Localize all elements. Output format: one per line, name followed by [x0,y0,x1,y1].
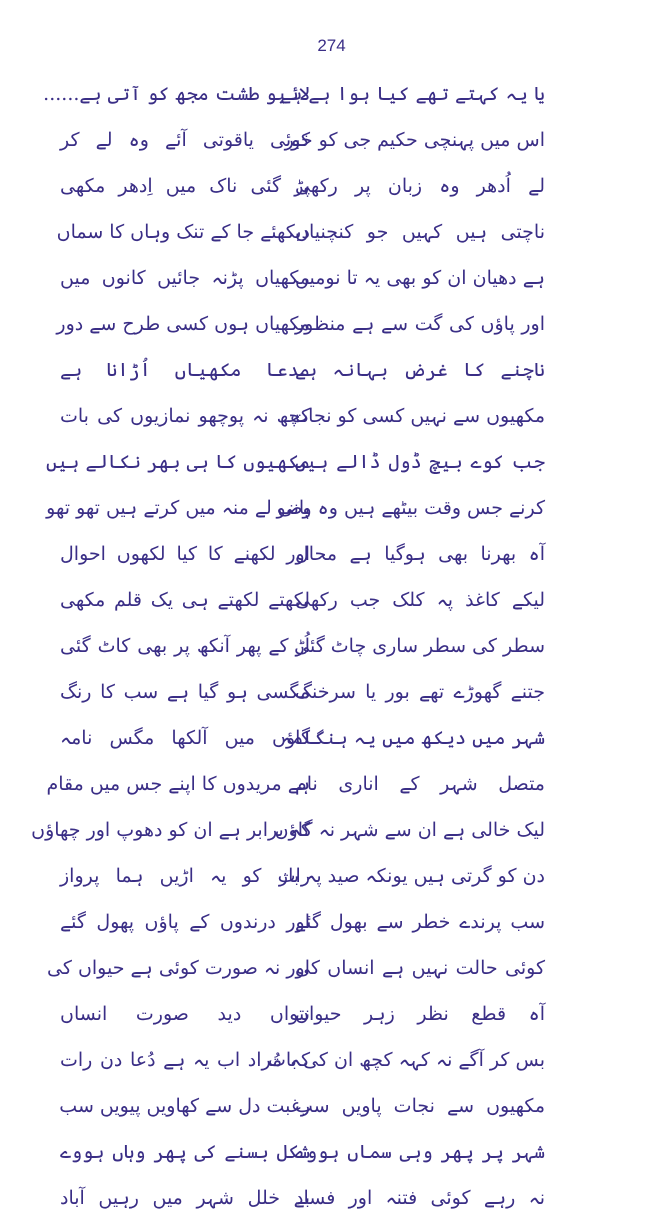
left-verse-line: لکھتے لکھتے ہی یک قلم مکھی [60,589,310,611]
right-verse-line: اور پاؤں کی گت سے ہے منظور [295,313,545,335]
left-verse-line: پڑ گئی ناک میں اِدھر مکھی [60,175,310,197]
right-verse-line: آہ قطع نظر زہر حیواں [295,1003,545,1025]
left-verse-line: اور لکھنے کا کیا لکھوں احوال [60,543,310,565]
left-verse-line: گاؤں میں آلکھا مگس نامہ [60,727,310,749]
right-verse-line: جتنے گھوڑے تھے بور یا سرخنگ [295,681,545,703]
right-verse-line: ناچنے کا غرض بہانہ ہے [295,359,545,381]
right-verse-line: سب پرندے خطر سے بھول گئے [295,911,545,933]
left-verse-line: مکھیوں کا ہی بھر نکالے ہیں [46,451,310,473]
left-verse-line: مدعا مکھیاں اُڑانا ہے [60,359,310,381]
right-verse-line: بس کر آگے نہ کہہ کچھ ان کی بات [268,1049,545,1071]
left-verse-line: لائیو طشت مجھ کو آتی ہے...... [43,83,310,105]
right-verse-line: لے اُدھر وہ زبان پر رکھی [295,175,545,197]
left-verse-line: اُڑ کے پھر آنکھ پر بھی کاٹ گئی [60,635,310,657]
left-verse-column [31,78,310,1228]
left-verse-line: رات کو یہ اڑیں ہما پرواز [60,865,310,887]
right-verse-line: جب کوے بیچ ڈول ڈالے ہیں [295,451,545,473]
left-verse-line: کچھ نہ پوچھو نمازیوں کی بات [60,405,310,427]
right-verse-line: ہے دھیان ان کو بھی یہ تا نومیں [295,267,545,289]
right-verse-line: اس میں پہنچی حکیم جی کو خبر [284,129,545,151]
right-verse-line: لیک خالی ہے ان سے شہر نہ گاؤں [274,819,545,841]
left-verse-line: دیکھئے جا کے تنک وہاں کا سماں [56,221,310,243]
page-number: 274 [317,36,346,55]
right-verse-line: ناچتی ہیں کہیں جو کنچنیاں [295,221,545,243]
left-verse-line: اور نہ صورت کوئی ہے حیواں کی [47,957,310,979]
left-verse-line: پانی لے منہ میں کرتے ہیں تھو تھو [46,497,310,519]
right-verse-column [268,78,545,1228]
left-verse-line: رغبت دل سے کھاویں پیویں سب [59,1095,310,1117]
left-verse-line: بے خلل شہر میں رہیں آباد [60,1187,310,1209]
right-verse-line: سطر کی سطر ساری چاٹ گئی [294,635,545,657]
left-verse-line: اور درندوں کے پاؤں پھول گئے [60,911,310,933]
right-verse-line: شہر پر پھر وہی سماں ہووے [295,1141,545,1163]
right-verse-line: آہ بھرنا بھی ہوگیا ہے محال [295,543,545,565]
right-verse-line: نہ رہے کوئی فتنہ اور فساد [295,1187,545,1209]
right-verse-line: کرنے جس وقت بیٹھے ہیں وہ وضو [276,497,545,519]
left-verse-line: مکھیاں پڑنہ جائیں کانوں میں [60,267,310,289]
right-verse-line: کوئی حالت نہیں ہے انساں کی [295,957,545,979]
right-verse-line: مکھیوں سے نہیں کسی کو نجات [290,405,545,427]
left-verse-line: شکل بسنے کی پھر وہاں ہووے [60,1141,310,1163]
left-verse-line: مکھیاں ہوں کسی طرح سے دور [56,313,310,335]
right-verse-line: متصل شہر کے اناری نام [295,773,545,795]
right-verse-line: مکھیوں سے نجات پاویں سب [295,1095,545,1117]
right-verse-line: شہر میں دیکھ میں یہ ہنگامہ [281,727,545,749]
left-verse-line: مگسی ہو گیا ہے سب کا رنگ [60,681,310,703]
right-verse-line: یا یہ کہتے تھے کیا ہوا ہے ہے [280,83,545,105]
left-verse-line: کوئی یاقوتی آئے وہ لے کر [60,129,310,151]
left-verse-line: کہ برابر ہے ان کو دھوپ اور چھاؤں [31,819,310,841]
right-verse-line: لیکے کاغذ پہ کلک جب رکھی [295,589,545,611]
left-verse-line: ہے مریدوں کا اپنے جس میں مقام [46,773,310,795]
left-verse-line: نتواں دید صورت انساں [60,1003,310,1025]
right-verse-line: دن کو گرتی ہیں یونکہ صید پہ باز [278,865,545,887]
left-verse-line: کہ مُراد اب یہ ہے دُعا دن رات [60,1049,310,1071]
